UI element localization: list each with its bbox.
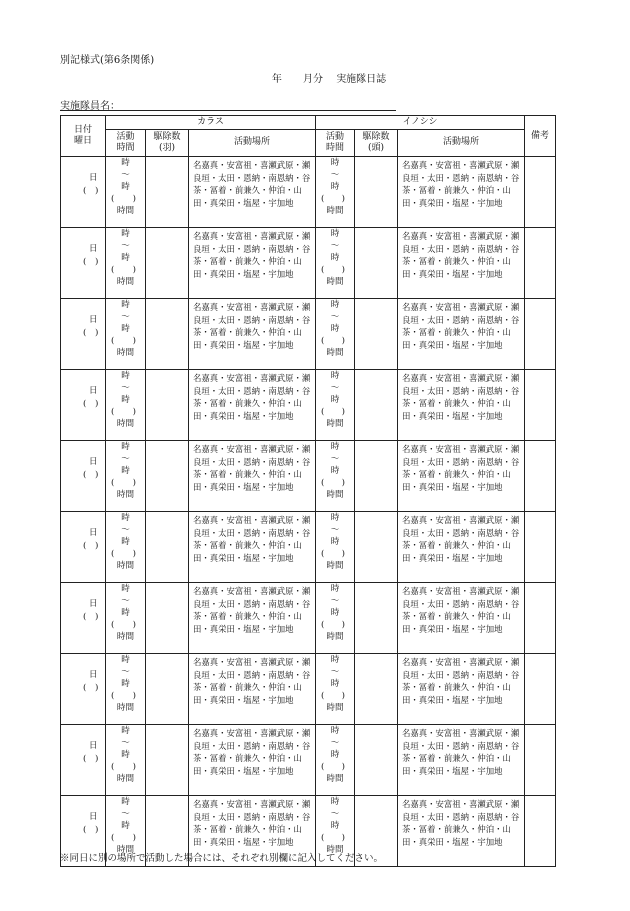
form-label: 別記様式(第6条関係)	[60, 55, 155, 66]
weekday-label: ( )	[83, 541, 99, 551]
time-end: 時	[330, 679, 340, 689]
boar-place-cell[interactable]: 名嘉真・安富祖・喜瀬武原・瀬良垣・太田・恩納・南恩納・谷茶・冨着・前兼久・仲泊・山田・真栄田・塩屋・宇加地	[398, 228, 525, 299]
log-row	[61, 583, 556, 654]
time-wave: ～	[121, 667, 130, 677]
time-start: 時	[121, 442, 130, 452]
crow-time-header: 活動 時間	[106, 130, 146, 157]
time-hours: 時間	[116, 632, 135, 642]
time-wave: ～	[330, 170, 340, 180]
date-cell[interactable]	[61, 441, 106, 512]
boar-time-header: 活動 時間	[316, 130, 355, 157]
log-row	[61, 370, 556, 441]
boar-place-cell[interactable]: 名嘉真・安富祖・喜瀬武原・瀬良垣・太田・恩納・南恩納・谷茶・冨着・前兼久・仲泊・山田・真栄田・塩屋・宇加地	[398, 796, 525, 867]
boar-place-header: 活動場所	[398, 130, 525, 157]
boar-place-cell[interactable]: 名嘉真・安富祖・喜瀬武原・瀬良垣・太田・恩納・南恩納・谷茶・冨着・前兼久・仲泊・山田・真栄田・塩屋・宇加地	[398, 583, 525, 654]
paren-open: (	[321, 833, 325, 843]
time-start: 時	[330, 442, 340, 452]
crow-count-cell[interactable]	[146, 654, 189, 725]
boar-time-cell[interactable]	[316, 512, 355, 583]
crow-time-cell[interactable]	[106, 228, 146, 299]
paren-close: )	[132, 549, 136, 559]
weekday-label: ( )	[83, 399, 99, 409]
paren-close: )	[132, 194, 136, 204]
time-wave: ～	[121, 383, 130, 393]
time-wave: ～	[121, 809, 130, 819]
title-month: 月分	[303, 74, 323, 85]
paren-close: )	[132, 265, 136, 275]
paren-close: )	[132, 620, 136, 630]
time-end: 時	[121, 608, 130, 618]
time-end: 時	[330, 608, 340, 618]
paren-close: )	[132, 478, 136, 488]
crow-count-cell[interactable]	[146, 441, 189, 512]
date-cell[interactable]	[61, 157, 106, 228]
crow-header: カラス	[106, 116, 316, 130]
time-hours: 時間	[326, 277, 344, 287]
remarks-cell[interactable]	[525, 583, 556, 654]
paren-close: )	[132, 833, 136, 843]
weekday-label: ( )	[83, 754, 99, 764]
boar-count-cell[interactable]	[355, 725, 398, 796]
paren-open: (	[321, 549, 325, 559]
boar-place-cell[interactable]: 名嘉真・安富祖・喜瀬武原・瀬良垣・太田・恩納・南恩納・谷茶・冨着・前兼久・仲泊・山田・真栄田・塩屋・宇加地	[398, 441, 525, 512]
time-end: 時	[121, 324, 130, 334]
time-hours: 時間	[116, 277, 135, 287]
paren-close: )	[132, 691, 136, 701]
day-label: 日	[89, 812, 98, 822]
boar-count-cell[interactable]	[355, 299, 398, 370]
time-hours: 時間	[326, 419, 344, 429]
time-end: 時	[330, 253, 340, 263]
time-start: 時	[121, 513, 130, 523]
crow-count-cell[interactable]	[146, 512, 189, 583]
time-wave: ～	[330, 667, 340, 677]
time-hours: 時間	[326, 632, 344, 642]
boar-time-cell[interactable]	[316, 725, 355, 796]
paren-open: (	[111, 620, 115, 630]
paren-close: )	[341, 265, 346, 275]
remarks-cell[interactable]	[525, 441, 556, 512]
paren-close: )	[341, 691, 346, 701]
paren-close: )	[341, 620, 346, 630]
paren-open: (	[111, 549, 115, 559]
paren-close: )	[132, 407, 136, 417]
weekday-label: ( )	[83, 825, 99, 835]
time-wave: ～	[330, 241, 340, 251]
crow-count-cell[interactable]	[146, 228, 189, 299]
crow-place-cell[interactable]: 名嘉真・安富祖・喜瀬武原・瀬良垣・太田・恩納・南恩納・谷茶・冨着・前兼久・仲泊・山田・真栄田・塩屋・宇加地	[189, 370, 316, 441]
boar-count-cell[interactable]	[355, 157, 398, 228]
paren-open: (	[321, 407, 325, 417]
crow-place-cell[interactable]: 名嘉真・安富祖・喜瀬武原・瀬良垣・太田・恩納・南恩納・谷茶・冨着・前兼久・仲泊・山田・真栄田・塩屋・宇加地	[189, 157, 316, 228]
crow-place-cell[interactable]: 名嘉真・安富祖・喜瀬武原・瀬良垣・太田・恩納・南恩納・谷茶・冨着・前兼久・仲泊・山田・真栄田・塩屋・宇加地	[189, 441, 316, 512]
time-wave: ～	[121, 170, 130, 180]
time-hours: 時間	[116, 348, 135, 358]
crow-time-cell[interactable]	[106, 654, 146, 725]
time-end: 時	[330, 395, 340, 405]
crow-count-cell[interactable]	[146, 370, 189, 441]
weekday-label: ( )	[83, 186, 99, 196]
crow-time-cell[interactable]	[106, 583, 146, 654]
day-label: 日	[89, 315, 98, 325]
time-start: 時	[121, 797, 130, 807]
time-wave: ～	[121, 596, 130, 606]
time-hours: 時間	[116, 845, 135, 855]
remarks-cell[interactable]	[525, 512, 556, 583]
boar-place-cell[interactable]: 名嘉真・安富祖・喜瀬武原・瀬良垣・太田・恩納・南恩納・谷茶・冨着・前兼久・仲泊・山田・真栄田・塩屋・宇加地	[398, 299, 525, 370]
time-start: 時	[121, 371, 130, 381]
crow-count-header: 駆除数 (羽)	[146, 130, 189, 157]
boar-time-cell[interactable]	[316, 157, 355, 228]
time-hours: 時間	[326, 703, 344, 713]
remarks-cell[interactable]	[525, 796, 556, 867]
paren-close: )	[341, 336, 346, 346]
time-start: 時	[121, 300, 130, 310]
boar-time-cell[interactable]	[316, 654, 355, 725]
time-start: 時	[330, 655, 340, 665]
paren-close: )	[341, 478, 346, 488]
day-label: 日	[89, 457, 98, 467]
boar-time-cell[interactable]	[316, 583, 355, 654]
time-end: 時	[330, 750, 340, 760]
time-end: 時	[121, 253, 130, 263]
time-wave: ～	[121, 738, 130, 748]
time-wave: ～	[121, 312, 130, 322]
time-start: 時	[121, 584, 130, 594]
paren-open: (	[111, 691, 115, 701]
boar-place-cell[interactable]: 名嘉真・安富祖・喜瀬武原・瀬良垣・太田・恩納・南恩納・谷茶・冨着・前兼久・仲泊・山田・真栄田・塩屋・宇加地	[398, 157, 525, 228]
time-start: 時	[121, 158, 130, 168]
time-wave: ～	[121, 525, 130, 535]
crow-count-cell[interactable]	[146, 299, 189, 370]
date-cell[interactable]	[61, 583, 106, 654]
remarks-cell[interactable]	[525, 299, 556, 370]
boar-count-cell[interactable]	[355, 654, 398, 725]
time-wave: ～	[121, 454, 130, 464]
time-wave: ～	[330, 525, 340, 535]
time-start: 時	[330, 300, 340, 310]
day-label: 日	[89, 386, 98, 396]
crow-count-cell[interactable]	[146, 157, 189, 228]
crow-place-header: 活動場所	[189, 130, 316, 157]
crow-time-cell[interactable]	[106, 441, 146, 512]
day-label: 日	[89, 741, 98, 751]
time-end: 時	[121, 466, 130, 476]
crow-count-cell[interactable]	[146, 725, 189, 796]
time-end: 時	[121, 750, 130, 760]
crow-place-cell[interactable]: 名嘉真・安富祖・喜瀬武原・瀬良垣・太田・恩納・南恩納・谷茶・冨着・前兼久・仲泊・山田・真栄田・塩屋・宇加地	[189, 583, 316, 654]
remarks-cell[interactable]	[525, 654, 556, 725]
log-row	[61, 512, 556, 583]
time-wave: ～	[330, 383, 340, 393]
paren-open: (	[111, 762, 115, 772]
title-year: 年	[271, 74, 282, 85]
remarks-cell[interactable]	[525, 228, 556, 299]
paren-open: (	[321, 336, 325, 346]
time-hours: 時間	[116, 206, 135, 216]
date-header: 日付 曜日	[61, 116, 106, 157]
paren-open: (	[111, 336, 115, 346]
paren-open: (	[111, 265, 115, 275]
member-name-line[interactable]	[60, 97, 396, 111]
crow-time-cell[interactable]	[106, 299, 146, 370]
time-hours: 時間	[326, 490, 344, 500]
paren-open: (	[321, 194, 325, 204]
time-wave: ～	[330, 738, 340, 748]
time-start: 時	[330, 797, 340, 807]
log-row	[61, 157, 556, 228]
time-start: 時	[121, 655, 130, 665]
footnote: ※同日に別の場所で活動した場合には、それぞれ別欄に記入してください。	[60, 853, 384, 864]
paren-close: )	[341, 762, 346, 772]
remarks-cell[interactable]	[525, 370, 556, 441]
paren-open: (	[111, 407, 115, 417]
log-row	[61, 299, 556, 370]
time-hours: 時間	[116, 703, 135, 713]
day-label: 日	[89, 599, 98, 609]
time-hours: 時間	[326, 348, 344, 358]
time-wave: ～	[330, 312, 340, 322]
time-wave: ～	[330, 809, 340, 819]
time-hours: 時間	[116, 490, 135, 500]
paren-close: )	[341, 833, 346, 843]
weekday-label: ( )	[83, 328, 99, 338]
boar-place-cell[interactable]: 名嘉真・安富祖・喜瀬武原・瀬良垣・太田・恩納・南恩納・谷茶・冨着・前兼久・仲泊・山田・真栄田・塩屋・宇加地	[398, 654, 525, 725]
paren-open: (	[111, 833, 115, 843]
paren-open: (	[321, 691, 325, 701]
time-start: 時	[121, 229, 130, 239]
time-hours: 時間	[326, 774, 344, 784]
crow-place-cell[interactable]: 名嘉真・安富祖・喜瀬武原・瀬良垣・太田・恩納・南恩納・谷茶・冨着・前兼久・仲泊・山田・真栄田・塩屋・宇加地	[189, 796, 316, 867]
paren-open: (	[321, 762, 325, 772]
date-cell[interactable]	[61, 654, 106, 725]
time-wave: ～	[121, 241, 130, 251]
boar-place-cell[interactable]: 名嘉真・安富祖・喜瀬武原・瀬良垣・太田・恩納・南恩納・谷茶・冨着・前兼久・仲泊・山田・真栄田・塩屋・宇加地	[398, 370, 525, 441]
day-label: 日	[89, 670, 98, 680]
boar-place-cell[interactable]: 名嘉真・安富祖・喜瀬武原・瀬良垣・太田・恩納・南恩納・谷茶・冨着・前兼久・仲泊・山田・真栄田・塩屋・宇加地	[398, 512, 525, 583]
crow-place-cell[interactable]: 名嘉真・安富祖・喜瀬武原・瀬良垣・太田・恩納・南恩納・谷茶・冨着・前兼久・仲泊・山田・真栄田・塩屋・宇加地	[189, 725, 316, 796]
time-end: 時	[121, 182, 130, 192]
boar-time-cell[interactable]	[316, 299, 355, 370]
date-cell[interactable]	[61, 370, 106, 441]
time-hours: 時間	[116, 774, 135, 784]
time-hours: 時間	[326, 206, 344, 216]
time-end: 時	[121, 537, 130, 547]
member-label: 実施隊員名：	[60, 101, 120, 112]
document-title	[0, 70, 630, 85]
time-hours: 時間	[326, 561, 344, 571]
crow-place-cell[interactable]: 名嘉真・安富祖・喜瀬武原・瀬良垣・太田・恩納・南恩納・谷茶・冨着・前兼久・仲泊・山田・真栄田・塩屋・宇加地	[189, 654, 316, 725]
time-start: 時	[330, 584, 340, 594]
boar-time-cell[interactable]	[316, 370, 355, 441]
time-end: 時	[121, 821, 130, 831]
crow-time-cell[interactable]	[106, 512, 146, 583]
crow-place-cell[interactable]: 名嘉真・安富祖・喜瀬武原・瀬良垣・太田・恩納・南恩納・谷茶・冨着・前兼久・仲泊・山田・真栄田・塩屋・宇加地	[189, 299, 316, 370]
date-cell[interactable]	[61, 512, 106, 583]
time-end: 時	[330, 821, 340, 831]
time-wave: ～	[330, 596, 340, 606]
log-row	[61, 654, 556, 725]
weekday-label: ( )	[83, 470, 99, 480]
time-hours: 時間	[326, 845, 344, 855]
weekday-label: ( )	[83, 257, 99, 267]
time-end: 時	[330, 466, 340, 476]
paren-close: )	[341, 549, 346, 559]
boar-time-cell[interactable]	[316, 441, 355, 512]
crow-time-cell[interactable]	[106, 725, 146, 796]
boar-count-cell[interactable]	[355, 370, 398, 441]
paren-open: (	[321, 265, 325, 275]
time-end: 時	[121, 679, 130, 689]
log-row	[61, 725, 556, 796]
time-start: 時	[330, 229, 340, 239]
day-label: 日	[89, 173, 98, 183]
crow-count-cell[interactable]	[146, 583, 189, 654]
day-label: 日	[89, 244, 98, 254]
time-start: 時	[330, 158, 340, 168]
paren-open: (	[111, 194, 115, 204]
date-cell[interactable]	[61, 725, 106, 796]
paren-open: (	[321, 620, 325, 630]
paren-close: )	[341, 194, 346, 204]
boar-count-cell[interactable]	[355, 512, 398, 583]
time-hours: 時間	[116, 561, 135, 571]
time-end: 時	[330, 537, 340, 547]
time-hours: 時間	[116, 419, 135, 429]
weekday-label: ( )	[83, 612, 99, 622]
time-start: 時	[121, 726, 130, 736]
boar-count-cell[interactable]	[355, 228, 398, 299]
activity-log-table	[60, 115, 556, 867]
paren-open: (	[321, 478, 325, 488]
time-end: 時	[121, 395, 130, 405]
time-start: 時	[330, 513, 340, 523]
boar-count-header: 駆除数 (頭)	[355, 130, 398, 157]
remarks-cell[interactable]	[525, 157, 556, 228]
crow-time-cell[interactable]	[106, 370, 146, 441]
day-label: 日	[89, 528, 98, 538]
log-row	[61, 441, 556, 512]
boar-count-cell[interactable]	[355, 441, 398, 512]
time-end: 時	[330, 182, 340, 192]
time-start: 時	[330, 726, 340, 736]
boar-time-cell[interactable]	[316, 228, 355, 299]
boar-header: イノシシ	[316, 116, 525, 130]
remarks-header: 備考	[525, 116, 556, 157]
date-cell[interactable]	[61, 299, 106, 370]
crow-place-cell[interactable]: 名嘉真・安富祖・喜瀬武原・瀬良垣・太田・恩納・南恩納・谷茶・冨着・前兼久・仲泊・山田・真栄田・塩屋・宇加地	[189, 228, 316, 299]
title-text: 実施隊日誌	[336, 74, 387, 85]
time-start: 時	[330, 371, 340, 381]
time-wave: ～	[330, 454, 340, 464]
paren-close: )	[132, 336, 136, 346]
time-end: 時	[330, 324, 340, 334]
paren-close: )	[132, 762, 136, 772]
crow-time-cell[interactable]	[106, 157, 146, 228]
remarks-cell[interactable]	[525, 725, 556, 796]
paren-open: (	[111, 478, 115, 488]
weekday-label: ( )	[83, 683, 99, 693]
date-cell[interactable]	[61, 228, 106, 299]
boar-place-cell[interactable]: 名嘉真・安富祖・喜瀬武原・瀬良垣・太田・恩納・南恩納・谷茶・冨着・前兼久・仲泊・山田・真栄田・塩屋・宇加地	[398, 725, 525, 796]
crow-place-cell[interactable]: 名嘉真・安富祖・喜瀬武原・瀬良垣・太田・恩納・南恩納・谷茶・冨着・前兼久・仲泊・山田・真栄田・塩屋・宇加地	[189, 512, 316, 583]
log-body	[61, 157, 556, 867]
log-row	[61, 228, 556, 299]
boar-count-cell[interactable]	[355, 583, 398, 654]
paren-close: )	[341, 407, 346, 417]
